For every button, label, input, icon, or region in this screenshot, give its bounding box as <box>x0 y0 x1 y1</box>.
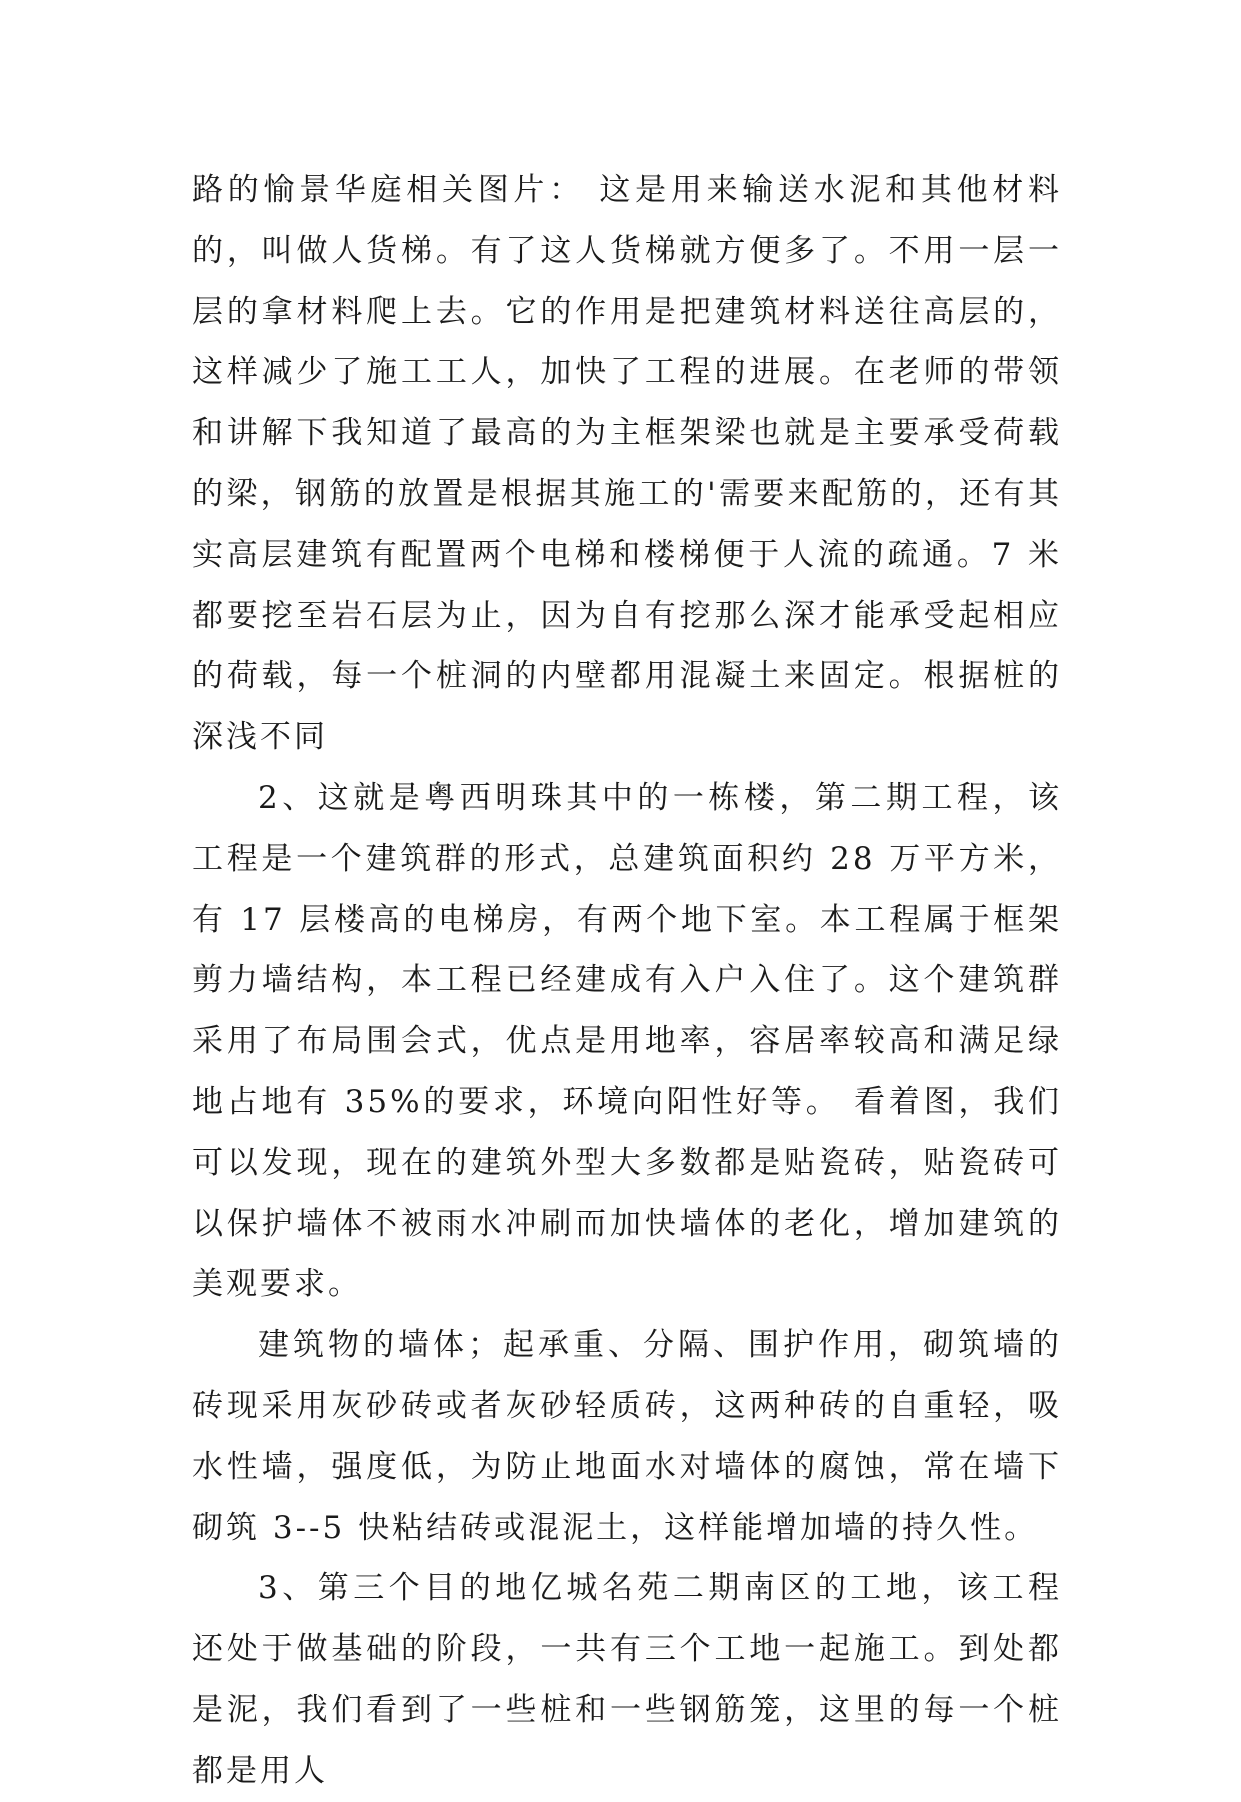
paragraph-1: 路的愉景华庭相关图片： 这是用来输送水泥和其他材料的，叫做人货梯。有了这人货梯就方便多了。不用一层一层的拿材料爬上去。它的作用是把建筑材料送往高层的，这样减少了施工工人，加快了工程的进展。在老师的带领和讲解下我知道了最高的为主框架梁也就是主要承受荷载的梁，钢筋的放置是根据其施工的'需要来配筋的，还有其实高层建筑有配置两个电梯和楼梯便于人流的疏通。7 米都要挖至岩石层为止，因为自有挖那么深才能承受起相应的荷载，每一个桩洞的内壁都用混凝土来固定。根据桩的深浅不同 <box>192 172 1062 756</box>
paragraph-3: 建筑物的墙体；起承重、分隔、围护作用，砌筑墙的砖现采用灰砂砖或者灰砂轻质砖，这两种砖的自重轻，吸水性墙，强度低，为防止地面水对墙体的腐蚀，常在墙下砌筑 3--5 快粘结砖或混泥土，这样能增加墙的持久性。 <box>192 1327 1062 1546</box>
document-body <box>192 160 1062 1802</box>
paragraph-4: 3、第三个目的地亿城名苑二期南区的工地，该工程还处于做基础的阶段，一共有三个工地一起施工。到处都是泥，我们看到了一些桩和一些钢筋笼，这里的每一个桩都是用人 <box>192 1570 1062 1789</box>
paragraph-2: 2、这就是粤西明珠其中的一栋楼，第二期工程，该工程是一个建筑群的形式，总建筑面积约 28 万平方米，有 17 层楼高的电梯房，有两个地下室。本工程属于框架剪力墙结构，本工程已经建成有入户入住了。这个建筑群采用了布局围会式，优点是用地率，容居率较高和满足绿地占地有 35%的要求，环境向阳性好等。 看着图，我们可以发现，现在的建筑外型大多数都是贴瓷砖，贴瓷砖可以保护墙体不被雨水冲刷而加快墙体的老化，增加建筑的美观要求。 <box>192 779 1062 1303</box>
